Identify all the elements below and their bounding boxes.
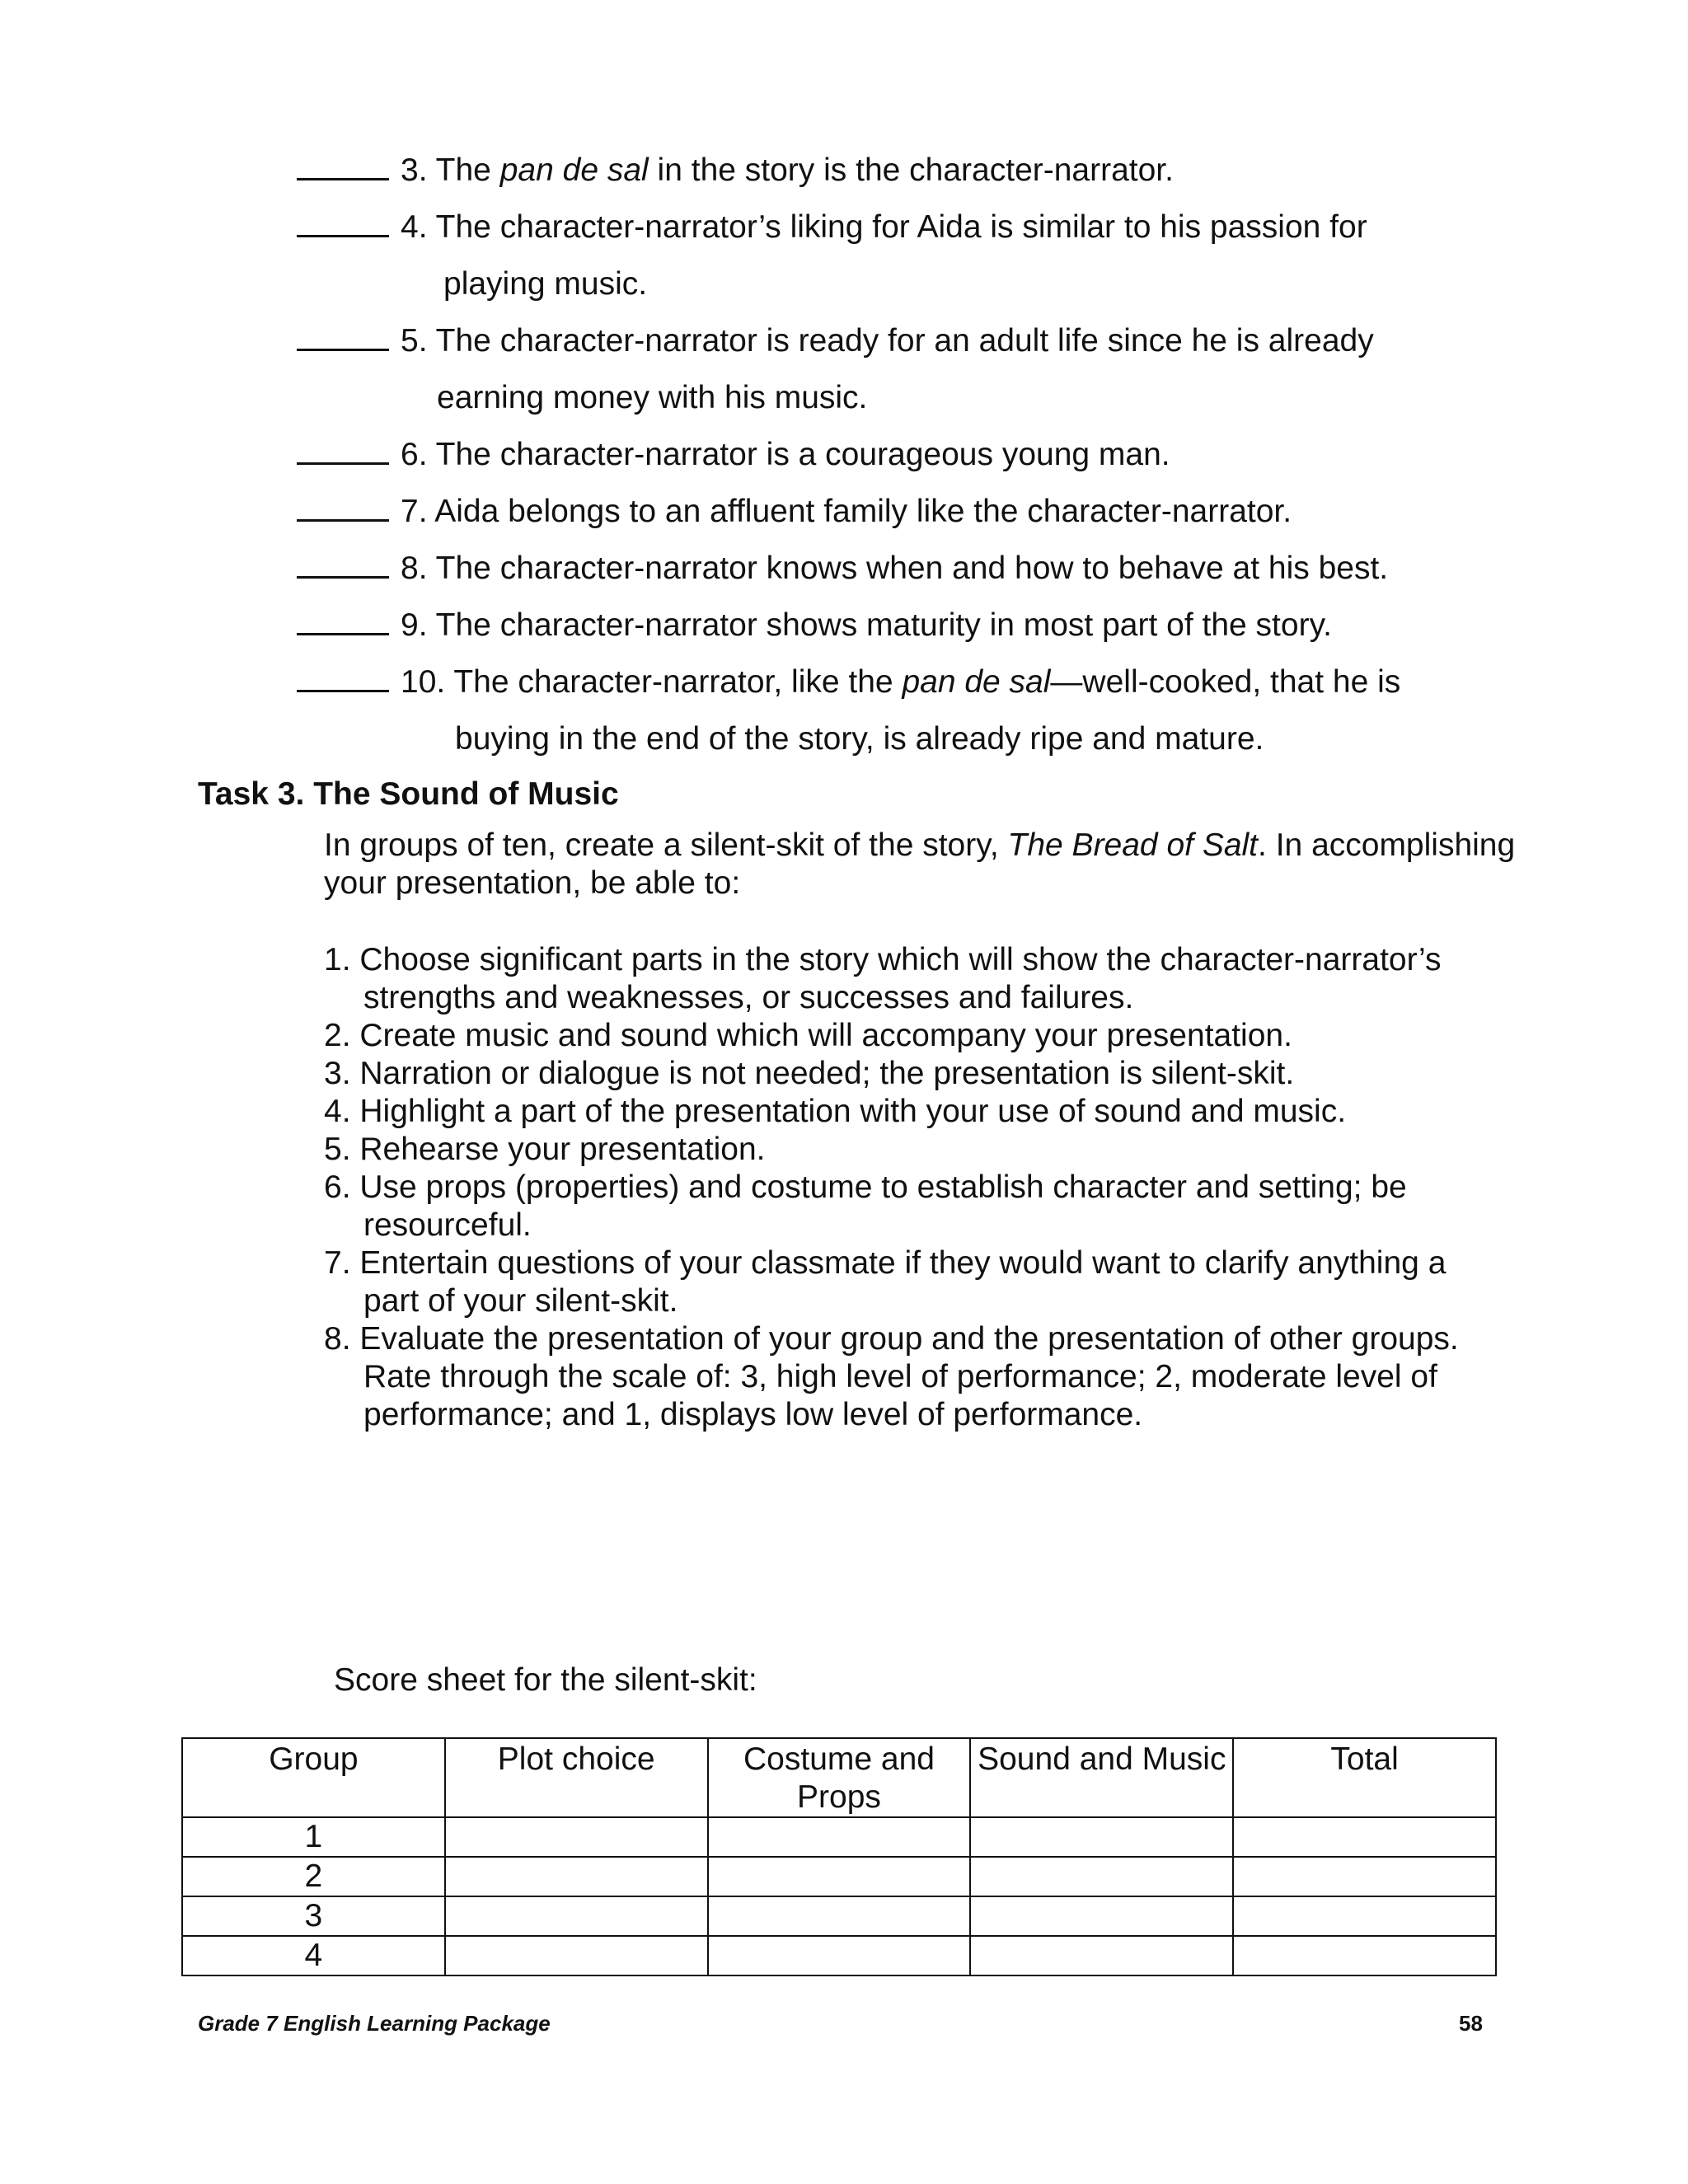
table-header-row <box>182 1738 1496 1817</box>
column-header: Costume and Props <box>708 1738 971 1817</box>
score-cell[interactable] <box>1233 1896 1496 1936</box>
item-text: The character-narrator, like the <box>453 664 903 700</box>
score-cell[interactable] <box>970 1857 1233 1896</box>
item-number: 7. <box>401 494 428 529</box>
list-item <box>297 312 1533 426</box>
score-cell[interactable] <box>708 1817 971 1857</box>
score-cell[interactable] <box>708 1896 971 1936</box>
item-number: 5. <box>401 323 428 359</box>
step-item: 1. Choose significant parts in the story which will show the character-narrator’s strengths and weaknesses, or successes and failures. <box>324 942 1442 1015</box>
true-false-list <box>297 142 1533 767</box>
list-item <box>297 597 1533 654</box>
item-number: 6. <box>401 437 428 472</box>
table-row <box>182 1896 1496 1936</box>
item-text: The character-narrator is a courageous young man. <box>435 437 1170 472</box>
list-item <box>297 654 1533 767</box>
list-item <box>297 483 1533 540</box>
item-text: The character-narrator knows when and how to behave at his best. <box>435 551 1389 586</box>
story-title: The Bread of Salt <box>1007 827 1259 863</box>
score-cell[interactable] <box>1233 1936 1496 1975</box>
item-number: 8. <box>401 551 428 586</box>
task-intro <box>324 827 1519 902</box>
column-header: Group <box>182 1738 445 1817</box>
intro-text: . In accomplishing your presentation, be able to: <box>324 827 1516 901</box>
answer-blank[interactable] <box>297 494 389 522</box>
group-number-cell: 4 <box>182 1936 445 1975</box>
answer-blank[interactable] <box>297 324 389 351</box>
footer-title: Grade 7 English Learning Package <box>198 2011 551 2036</box>
group-number-cell: 3 <box>182 1896 445 1936</box>
item-text: The <box>435 152 500 188</box>
table-row <box>182 1857 1496 1896</box>
score-cell[interactable] <box>1233 1817 1496 1857</box>
page-number: 58 <box>1459 2011 1483 2036</box>
score-cell[interactable] <box>445 1817 708 1857</box>
score-cell[interactable] <box>445 1896 708 1936</box>
list-item <box>297 142 1533 199</box>
task-steps <box>324 941 1494 1434</box>
step-item: 6. Use props (properties) and costume to establish character and setting; be resourceful. <box>324 1169 1407 1243</box>
answer-blank[interactable] <box>297 608 389 635</box>
task-heading: Task 3. The Sound of Music <box>198 776 619 812</box>
score-cell[interactable] <box>445 1936 708 1975</box>
score-cell[interactable] <box>1233 1857 1496 1896</box>
step-item: 4. Highlight a part of the presentation with your use of sound and music. <box>324 1094 1347 1129</box>
group-number-cell: 1 <box>182 1817 445 1857</box>
item-text: The character-narrator’s liking for Aida is similar to his passion for <box>435 209 1367 245</box>
answer-blank[interactable] <box>297 665 389 692</box>
column-header: Sound and Music <box>970 1738 1233 1817</box>
item-continuation: playing music. <box>443 266 648 302</box>
item-number: 9. <box>401 607 428 643</box>
list-item <box>297 540 1533 597</box>
score-cell[interactable] <box>708 1936 971 1975</box>
item-italic-text: pan de sal <box>902 664 1051 700</box>
group-number-cell: 2 <box>182 1857 445 1896</box>
item-italic-text: pan de sal <box>499 152 649 188</box>
item-continuation: earning money with his music. <box>437 380 868 415</box>
item-text: —well-cooked, that he is <box>1050 664 1401 700</box>
score-cell[interactable] <box>970 1896 1233 1936</box>
table-row <box>182 1936 1496 1975</box>
answer-blank[interactable] <box>297 438 389 465</box>
table-row <box>182 1817 1496 1857</box>
step-item: 7. Entertain questions of your classmate if they would want to clarify anything a part of your silent-skit. <box>324 1245 1447 1319</box>
score-sheet-label: Score sheet for the silent-skit: <box>334 1662 757 1698</box>
item-text: The character-narrator is ready for an adult life since he is already <box>435 323 1374 359</box>
list-item <box>297 426 1533 483</box>
intro-text: In groups of ten, create a silent-skit of the story, <box>324 827 1008 863</box>
column-header: Plot choice <box>445 1738 708 1817</box>
step-item: 5. Rehearse your presentation. <box>324 1132 766 1167</box>
item-text: in the story is the character-narrator. <box>648 152 1174 188</box>
item-number: 3. <box>401 152 428 188</box>
item-text: Aida belongs to an affluent family like the character-narrator. <box>434 494 1292 529</box>
list-item <box>297 199 1533 312</box>
score-cell[interactable] <box>970 1936 1233 1975</box>
answer-blank[interactable] <box>297 551 389 579</box>
score-cell[interactable] <box>708 1857 971 1896</box>
score-sheet-table <box>181 1737 1497 1976</box>
step-item: 2. Create music and sound which will accompany your presentation. <box>324 1018 1292 1053</box>
item-continuation: buying in the end of the story, is already ripe and mature. <box>455 721 1264 757</box>
step-item: 8. Evaluate the presentation of your group and the presentation of other groups. Rate through the scale of: 3, high level of performance; 2, moderate level of performance; and 1, displays low level of performance. <box>324 1321 1459 1432</box>
score-cell[interactable] <box>445 1857 708 1896</box>
score-cell[interactable] <box>970 1817 1233 1857</box>
item-text: The character-narrator shows maturity in most part of the story. <box>435 607 1333 643</box>
column-header: Total <box>1233 1738 1496 1817</box>
item-number: 10. <box>401 664 446 700</box>
step-item: 3. Narration or dialogue is not needed; the presentation is silent-skit. <box>324 1056 1295 1091</box>
answer-blank[interactable] <box>297 153 389 180</box>
answer-blank[interactable] <box>297 210 389 237</box>
item-number: 4. <box>401 209 428 245</box>
